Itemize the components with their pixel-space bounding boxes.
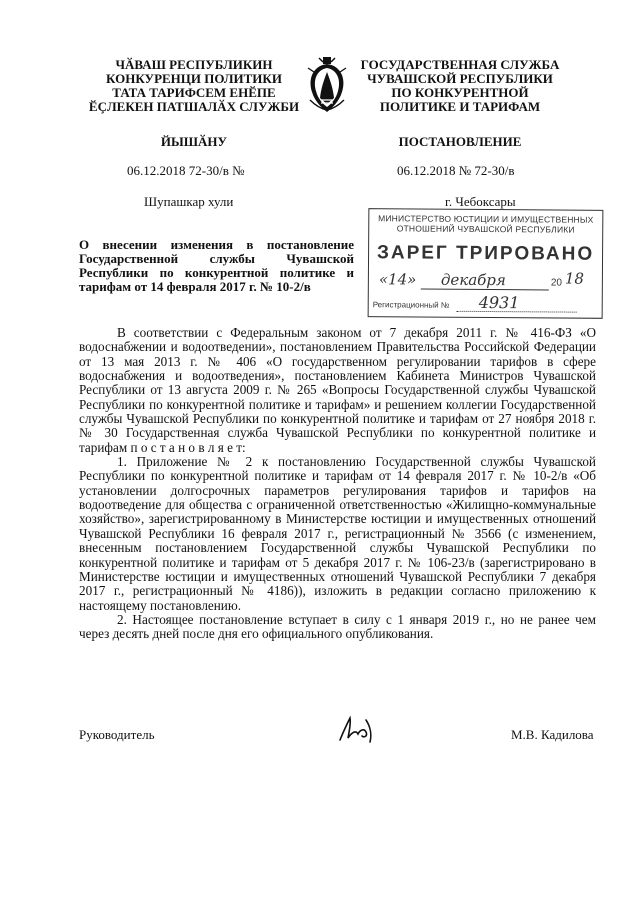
stamp-registered: ЗАРЕГ ТРИРОВАНО [376,242,595,265]
doc-type-left: ЙЫШӐНУ [160,134,228,149]
handwritten-signature [336,712,376,746]
stamp-reg-number: 4931 [478,292,520,313]
header-right-line: ПО КОНКУРЕНТНОЙ [391,85,529,100]
stamp-date-row [369,268,602,294]
stamp-year-suffix: 18 [564,269,585,288]
city-left: Шупашкар хули [144,194,234,209]
title-line: тарифам от 14 февраля 2017 г. № 10-2/в [79,279,311,294]
registration-stamp [368,208,604,319]
document-body [79,326,596,642]
coat-of-arms-emblem [302,54,352,116]
header-left [88,58,300,114]
body-paragraph: 1. Приложение № 2 к постановлению Государственной службы Чувашской Республики по конкурентной политике и тарифам от 14 февраля 2017 г. № 10-2/в «Об установлении долгосрочных параметров регулирования тарифов и тарифов на водоотведение для общества с ограниченной ответственностью «Жилищно-коммунальные хозяйство», зарегистрированному в Министерстве юстиции и имущественных отношений Чувашской Республики 16 февраля 2017 г., регистрационный № 3566 (с изменением, внесенным постановлением Государственной службы Чувашской Республики по конкурентной политике и тарифам от 5 декабря 2017 г. № 106-23/в (зарегистрировано в Министерстве юстиции и имущественных отношений Чувашской Республики 7 декабря 2017 г., регистрационный № 4186)), изложить в редакции согласно приложению к настоящему постановлению. [79,454,596,613]
date-number-left: 06.12.2018 72-30/в № [127,163,245,178]
title-line: Республики по конкурентной политике и [79,265,354,280]
header-left-line: ӖҪЛЕКЕН ПАТШАЛӐХ СЛУЖБИ [88,99,300,114]
stamp-org-line: МИНИСТЕРСТВО ЮСТИЦИИ И ИМУЩЕСТВЕННЫХ [378,213,594,225]
header-right-line: ЧУВАШСКОЙ РЕСПУБЛИКИ [367,71,553,86]
header-left-line: ЧӐВАШ РЕСПУБЛИКИН [115,57,273,72]
title-line: Государственной службы Чувашской [79,251,354,266]
stamp-reg-row [369,292,602,314]
stamp-org-line: ОТНОШЕНИЙ ЧУВАШСКОЙ РЕСПУБЛИКИ [396,223,575,235]
signatory-name: М.В. Кадилова [511,727,594,742]
stamp-reg-label: Регистрационный № [372,300,450,310]
signatory-position: Руководитель [79,727,155,742]
date-number-right: 06.12.2018 № 72-30/в [397,163,515,178]
header-right [355,58,565,114]
stamp-year-prefix: 20 [550,277,563,289]
stamp-day: «14» [378,270,417,289]
document-title [79,238,354,294]
body-paragraph: 2. Настоящее постановление вступает в силу с 1 января 2019 г., но не ранее чем через десять дней после дня его официального опубликования. [79,611,596,642]
title-line: О внесении изменения в постановление [79,237,354,252]
body-paragraph: В соответствии с Федеральным законом от 7 декабря 2011 г. № 416-ФЗ «О водоснабжении и водоотведении», постановлением Правительства Российской Федерации от 13 мая 2013 г. № 406 «О государственном регулировании тарифов в сфере водоснабжения и водоотведения», постановлением Кабинета Министров Чувашской Республики от 13 августа 2009 г. № 265 «Вопросы Государственной службы Чувашской Республики по конкурентной политике и тарифам» и решением коллегии Государственной службы Чувашской Республики по конкурентной политике и тарифам от 27 ноября 2018 г. № 30 Государственная служба Чувашской Республики по конкурентной политике и тарифам п о с т а н о в л я е т: [79,325,596,455]
header-left-line: ТАТА ТАРИФСЕМ ЕНӖПЕ [112,85,276,100]
header-right-line: ПОЛИТИКЕ И ТАРИФАМ [379,99,541,114]
doc-type-right: ПОСТАНОВЛЕНИЕ [398,134,522,149]
stamp-month: декабря [440,270,506,290]
city-right: г. Чебоксары [445,194,516,209]
header-left-line: КОНКУРЕНЦИ ПОЛИТИКИ [106,71,282,86]
header-right-line: ГОСУДАРСТВЕННАЯ СЛУЖБА [360,57,560,72]
